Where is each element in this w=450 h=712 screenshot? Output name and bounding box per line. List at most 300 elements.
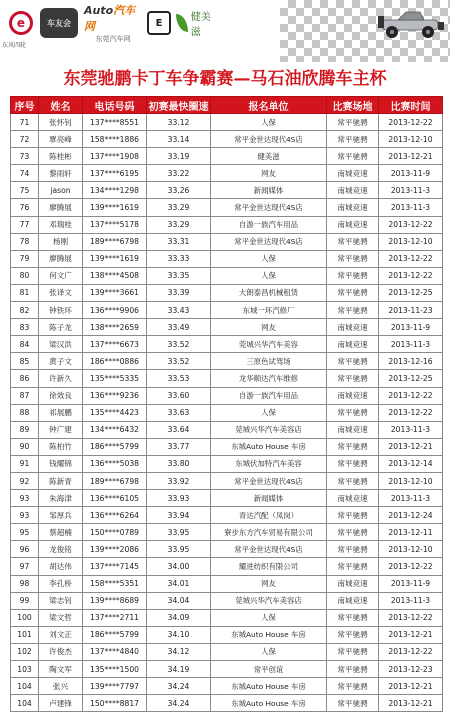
table-row [11, 267, 443, 284]
dongfeng-logo [6, 8, 36, 38]
column-header: 比赛时间 [379, 97, 443, 114]
cell-phone: 139****3661 [83, 284, 147, 301]
cell-venue: 常平驰骋 [327, 302, 379, 319]
cell-name: 梁汉洪 [39, 336, 83, 353]
cell-name: 廖腾展 [39, 199, 83, 216]
cell-organization: 网友 [211, 575, 327, 592]
cell-venue: 南城竞速 [327, 165, 379, 182]
table-row [11, 609, 443, 626]
shell-logo [147, 8, 171, 38]
cell-organization: 人保 [211, 404, 327, 421]
cell-date: 2013-11-9 [379, 575, 443, 592]
cell-phone: 137****4840 [83, 643, 147, 660]
cell-rank: 81 [11, 284, 39, 301]
cell-lap-time: 33.33 [147, 250, 211, 267]
cell-lap-time: 33.93 [147, 490, 211, 507]
cell-lap-time: 33.95 [147, 541, 211, 558]
cell-date: 2013-12-16 [379, 353, 443, 370]
cell-phone: 134****6432 [83, 421, 147, 438]
cell-name: 祁展鹏 [39, 404, 83, 421]
cell-date: 2013-11-9 [379, 165, 443, 182]
cell-lap-time: 34.09 [147, 609, 211, 626]
cell-date: 2013-12-22 [379, 558, 443, 575]
cell-venue: 常平驰骋 [327, 507, 379, 524]
column-header: 姓名 [39, 97, 83, 114]
cell-name: 黎雨轩 [39, 165, 83, 182]
cell-rank: 87 [11, 387, 39, 404]
cell-rank: 91 [11, 455, 39, 472]
cell-venue: 常平驰骋 [327, 353, 379, 370]
cell-name: 钟广建 [39, 421, 83, 438]
cell-organization: 健美滋 [211, 148, 327, 165]
table-row [11, 250, 443, 267]
cell-date: 2013-12-22 [379, 404, 443, 421]
cell-lap-time: 33.26 [147, 182, 211, 199]
cell-name: 卢建锋 [39, 695, 83, 712]
cell-phone: 189****6798 [83, 233, 147, 250]
cell-phone: 158****1886 [83, 131, 147, 148]
autohome-logo-text: Auto汽车网 [84, 4, 136, 33]
table-row [11, 643, 443, 660]
cell-date: 2013-12-22 [379, 609, 443, 626]
table-row [11, 472, 443, 489]
cell-organization: 东城一环汽修厂 [211, 302, 327, 319]
cell-date: 2013-12-21 [379, 148, 443, 165]
cell-date: 2013-12-10 [379, 472, 443, 489]
cell-venue: 常平驰骋 [327, 524, 379, 541]
table-row [11, 661, 443, 678]
cell-venue: 南城竞速 [327, 336, 379, 353]
cell-rank: 89 [11, 421, 39, 438]
cell-lap-time: 34.24 [147, 678, 211, 695]
cell-lap-time: 33.95 [147, 524, 211, 541]
cell-date: 2013-11-3 [379, 490, 443, 507]
cell-lap-time: 33.94 [147, 507, 211, 524]
table-row [11, 319, 443, 336]
cell-lap-time: 34.19 [147, 661, 211, 678]
cell-name: 张兴 [39, 678, 83, 695]
cell-phone: 136****9906 [83, 302, 147, 319]
table-row [11, 558, 443, 575]
cell-organization: 耀进纺织有限公司 [211, 558, 327, 575]
autohome-logo [84, 4, 142, 43]
cell-organization: 人保 [211, 114, 327, 131]
cell-name: 黄子文 [39, 353, 83, 370]
club-logo: 车友会 [40, 8, 78, 38]
cell-rank: 104 [11, 678, 39, 695]
table-row [11, 148, 443, 165]
cell-date: 2013-11-3 [379, 199, 443, 216]
cell-lap-time: 33.35 [147, 267, 211, 284]
table-body [11, 114, 443, 712]
cell-name: 徐效良 [39, 387, 83, 404]
cell-rank: 104 [11, 695, 39, 712]
table-row [11, 455, 443, 472]
cell-rank: 85 [11, 353, 39, 370]
table-row [11, 695, 443, 712]
cell-date: 2013-11-3 [379, 182, 443, 199]
table-row [11, 370, 443, 387]
cell-rank: 71 [11, 114, 39, 131]
cell-rank: 75 [11, 182, 39, 199]
table-row [11, 592, 443, 609]
cell-phone: 189****6798 [83, 472, 147, 489]
cell-organization: 常平金世达现代4S店 [211, 472, 327, 489]
cell-phone: 139****2086 [83, 541, 147, 558]
cell-lap-time: 33.53 [147, 370, 211, 387]
cell-venue: 南城竞速 [327, 490, 379, 507]
cell-phone: 137****5178 [83, 216, 147, 233]
cell-name: 许俊杰 [39, 643, 83, 660]
cell-lap-time: 34.00 [147, 558, 211, 575]
cell-phone: 138****2659 [83, 319, 147, 336]
cell-date: 2013-12-22 [379, 267, 443, 284]
cell-venue: 常平驰骋 [327, 643, 379, 660]
cell-date: 2013-12-23 [379, 661, 443, 678]
cell-date: 2013-11-3 [379, 421, 443, 438]
cell-name: 许新久 [39, 370, 83, 387]
cell-phone: 135****5335 [83, 370, 147, 387]
cell-phone: 137****6673 [83, 336, 147, 353]
cell-date: 2013-12-22 [379, 114, 443, 131]
cell-lap-time: 34.12 [147, 643, 211, 660]
results-table [10, 96, 443, 712]
table-row [11, 165, 443, 182]
cell-venue: 常平驰骋 [327, 404, 379, 421]
cell-date: 2013-12-21 [379, 626, 443, 643]
cell-venue: 常平驰骋 [327, 455, 379, 472]
column-header: 电话号码 [83, 97, 147, 114]
cell-phone: 186****0886 [83, 353, 147, 370]
cell-name: 胡达伟 [39, 558, 83, 575]
cell-lap-time: 33.77 [147, 438, 211, 455]
cell-name: 陶文军 [39, 661, 83, 678]
cell-venue: 常平驰骋 [327, 541, 379, 558]
cell-name: 张译文 [39, 284, 83, 301]
shell-logo-mark: E [147, 11, 171, 35]
cell-lap-time: 33.19 [147, 148, 211, 165]
cell-phone: 135****1500 [83, 661, 147, 678]
cell-name: 陈桂彬 [39, 148, 83, 165]
race-car-icon [376, 6, 446, 40]
cell-venue: 常平驰骋 [327, 609, 379, 626]
cell-venue: 常平驰骋 [327, 438, 379, 455]
column-header: 序号 [11, 97, 39, 114]
cell-organization: 莞城兴华汽车美容店 [211, 592, 327, 609]
cell-phone: 135****4423 [83, 404, 147, 421]
cell-phone: 134****1298 [83, 182, 147, 199]
cell-name: 杨刚 [39, 233, 83, 250]
cell-venue: 常平驰骋 [327, 626, 379, 643]
cell-venue: 南城竞速 [327, 199, 379, 216]
cell-organization: 东城Auto House 车房 [211, 695, 327, 712]
table-row [11, 678, 443, 695]
cell-phone: 136****6105 [83, 490, 147, 507]
cell-lap-time: 33.31 [147, 233, 211, 250]
cell-venue: 常平驰骋 [327, 370, 379, 387]
cell-rank: 77 [11, 216, 39, 233]
cell-organization: 人保 [211, 643, 327, 660]
jianmeizi-logo [176, 8, 220, 38]
cell-lap-time: 34.04 [147, 592, 211, 609]
dongfeng-logo-caption: 东风四轮 [2, 42, 27, 49]
column-header: 报名单位 [211, 97, 327, 114]
cell-organization: 莞城兴华汽车美容店 [211, 421, 327, 438]
cell-name: 覃亮峰 [39, 131, 83, 148]
cell-rank: 93 [11, 507, 39, 524]
cell-date: 2013-12-21 [379, 438, 443, 455]
table-header-row [11, 97, 443, 114]
cell-lap-time: 33.12 [147, 114, 211, 131]
table-row [11, 199, 443, 216]
dongfeng-logo-mark: e [9, 11, 33, 35]
cell-date: 2013-12-22 [379, 643, 443, 660]
cell-date: 2013-12-21 [379, 678, 443, 695]
cell-lap-time: 33.92 [147, 472, 211, 489]
cell-organization: 三原色试驾场 [211, 353, 327, 370]
cell-organization: 人保 [211, 267, 327, 284]
cell-name: 钟铁环 [39, 302, 83, 319]
cell-date: 2013-11-23 [379, 302, 443, 319]
cell-venue: 南城竞速 [327, 387, 379, 404]
cell-venue: 常平驰骋 [327, 250, 379, 267]
cell-venue: 南城竞速 [327, 592, 379, 609]
cell-venue: 南城竞速 [327, 421, 379, 438]
table-row [11, 353, 443, 370]
cell-organization: 东城伏加特汽车美容 [211, 455, 327, 472]
leaf-icon [176, 14, 188, 32]
cell-date: 2013-12-25 [379, 370, 443, 387]
cell-venue: 南城竞速 [327, 182, 379, 199]
cell-organization: 常平金世达现代4S店 [211, 199, 327, 216]
cell-date: 2013-12-25 [379, 284, 443, 301]
cell-venue: 常平驰骋 [327, 661, 379, 678]
cell-rank: 103 [11, 661, 39, 678]
cell-organization: 新闻媒体 [211, 490, 327, 507]
table-row [11, 404, 443, 421]
cell-lap-time: 33.49 [147, 319, 211, 336]
cell-rank: 74 [11, 165, 39, 182]
cell-organization: 龙华顺达汽车维修 [211, 370, 327, 387]
cell-name: 钱耀锦 [39, 455, 83, 472]
cell-name: 陈柏竹 [39, 438, 83, 455]
cell-rank: 82 [11, 302, 39, 319]
cell-name: 梁文哲 [39, 609, 83, 626]
cell-rank: 98 [11, 575, 39, 592]
cell-venue: 常平驰骋 [327, 131, 379, 148]
cell-rank: 102 [11, 643, 39, 660]
cell-rank: 90 [11, 438, 39, 455]
cell-rank: 88 [11, 404, 39, 421]
cell-organization: 人保 [211, 250, 327, 267]
cell-phone: 186****5799 [83, 626, 147, 643]
cell-lap-time: 33.43 [147, 302, 211, 319]
cell-date: 2013-11-9 [379, 319, 443, 336]
cell-date: 2013-12-22 [379, 250, 443, 267]
cell-date: 2013-11-3 [379, 336, 443, 353]
cell-venue: 常平驰骋 [327, 695, 379, 712]
cell-venue: 常平驰骋 [327, 472, 379, 489]
cell-venue: 常平驰骋 [327, 558, 379, 575]
cell-phone: 137****7145 [83, 558, 147, 575]
table-row [11, 438, 443, 455]
cell-date: 2013-12-10 [379, 131, 443, 148]
cell-organization: 自游一族汽车用品 [211, 387, 327, 404]
cell-organization: 大朗泰昌机械租赁 [211, 284, 327, 301]
cell-lap-time: 33.39 [147, 284, 211, 301]
table-row [11, 182, 443, 199]
cell-rank: 78 [11, 233, 39, 250]
cell-name: 梁志钊 [39, 592, 83, 609]
cell-venue: 南城竞速 [327, 216, 379, 233]
cell-lap-time: 33.29 [147, 216, 211, 233]
cell-date: 2013-12-11 [379, 524, 443, 541]
cell-name: 朱海津 [39, 490, 83, 507]
cell-rank: 72 [11, 131, 39, 148]
cell-rank: 76 [11, 199, 39, 216]
cell-lap-time: 33.22 [147, 165, 211, 182]
cell-lap-time: 33.80 [147, 455, 211, 472]
column-header: 比赛场地 [327, 97, 379, 114]
cell-organization: 东城Auto House 车房 [211, 438, 327, 455]
cell-lap-time: 33.52 [147, 353, 211, 370]
cell-phone: 139****8689 [83, 592, 147, 609]
cell-phone: 158****5351 [83, 575, 147, 592]
cell-name: 刘文正 [39, 626, 83, 643]
cell-organization: 新闻媒体 [211, 182, 327, 199]
table-row [11, 284, 443, 301]
cell-lap-time: 33.14 [147, 131, 211, 148]
cell-organization: 东城Auto House 车房 [211, 678, 327, 695]
cell-lap-time: 33.52 [147, 336, 211, 353]
cell-phone: 150****8817 [83, 695, 147, 712]
cell-rank: 80 [11, 267, 39, 284]
cell-phone: 137****1908 [83, 148, 147, 165]
cell-rank: 79 [11, 250, 39, 267]
cell-date: 2013-12-10 [379, 541, 443, 558]
cell-lap-time: 33.29 [147, 199, 211, 216]
table-row [11, 336, 443, 353]
cell-organization: 东城Auto House 车房 [211, 626, 327, 643]
table-row [11, 524, 443, 541]
cell-name: 张怀钊 [39, 114, 83, 131]
column-header: 初赛最快圈速 [147, 97, 211, 114]
table-row [11, 216, 443, 233]
cell-rank: 86 [11, 370, 39, 387]
header-banner [0, 0, 450, 62]
table-row [11, 490, 443, 507]
cell-phone: 137****2711 [83, 609, 147, 626]
cell-phone: 136****6264 [83, 507, 147, 524]
cell-organization: 青达汽配（凤岗） [211, 507, 327, 524]
cell-date: 2013-12-10 [379, 233, 443, 250]
jianmeizi-logo-text: 健美滋 [190, 12, 211, 38]
cell-organization: 人保 [211, 609, 327, 626]
table-row [11, 114, 443, 131]
cell-phone: 137****8551 [83, 114, 147, 131]
cell-venue: 常平驰骋 [327, 284, 379, 301]
cell-phone: 136****9236 [83, 387, 147, 404]
cell-date: 2013-12-22 [379, 216, 443, 233]
cell-name: 李孔桥 [39, 575, 83, 592]
cell-phone: 138****4508 [83, 267, 147, 284]
cell-organization: 莞城兴华汽车美容 [211, 336, 327, 353]
cell-venue: 南城竞速 [327, 319, 379, 336]
cell-phone: 139****1619 [83, 199, 147, 216]
cell-lap-time: 33.60 [147, 387, 211, 404]
table-row [11, 387, 443, 404]
cell-name: 蔡超楠 [39, 524, 83, 541]
cell-name: 何文广 [39, 267, 83, 284]
cell-name: 陈子龙 [39, 319, 83, 336]
cell-rank: 96 [11, 541, 39, 558]
cell-rank: 101 [11, 626, 39, 643]
cell-name: 陈新青 [39, 472, 83, 489]
cell-organization: 网友 [211, 319, 327, 336]
cell-date: 2013-12-22 [379, 387, 443, 404]
cell-lap-time: 34.24 [147, 695, 211, 712]
cell-date: 2013-12-21 [379, 695, 443, 712]
cell-phone: 136****5038 [83, 455, 147, 472]
cell-rank: 73 [11, 148, 39, 165]
table-row [11, 131, 443, 148]
table-row [11, 233, 443, 250]
cell-venue: 常平驰骋 [327, 267, 379, 284]
cell-lap-time: 33.63 [147, 404, 211, 421]
cell-organization: 寮步东方汽车贸易有限公司 [211, 524, 327, 541]
cell-venue: 常平驰骋 [327, 233, 379, 250]
cell-phone: 150****0789 [83, 524, 147, 541]
cell-rank: 92 [11, 472, 39, 489]
cell-lap-time: 34.10 [147, 626, 211, 643]
cell-venue: 常平驰骋 [327, 148, 379, 165]
cell-venue: 南城竞速 [327, 575, 379, 592]
cell-name: 邓瑞桂 [39, 216, 83, 233]
cell-phone: 139****7797 [83, 678, 147, 695]
cell-rank: 84 [11, 336, 39, 353]
cell-name: 龙俊铭 [39, 541, 83, 558]
cell-phone: 139****1619 [83, 250, 147, 267]
cell-rank: 100 [11, 609, 39, 626]
table-row [11, 421, 443, 438]
cell-rank: 95 [11, 524, 39, 541]
cell-date: 2013-12-24 [379, 507, 443, 524]
cell-date: 2013-11-3 [379, 592, 443, 609]
table-row [11, 302, 443, 319]
table-row [11, 575, 443, 592]
cell-phone: 137****6195 [83, 165, 147, 182]
cell-name: 廖腾展 [39, 250, 83, 267]
cell-phone: 186****5799 [83, 438, 147, 455]
cell-date: 2013-12-14 [379, 455, 443, 472]
cell-rank: 83 [11, 319, 39, 336]
cell-organization: 常平金世达现代4S店 [211, 131, 327, 148]
cell-lap-time: 33.64 [147, 421, 211, 438]
cell-organization: 常平金世达现代4S店 [211, 233, 327, 250]
page-title: 东莞驰鹏卡丁车争霸赛—马石油欣腾车主杯 [63, 69, 387, 89]
table-row [11, 541, 443, 558]
cell-organization: 常平创谊 [211, 661, 327, 678]
cell-name: jason [39, 182, 83, 199]
cell-rank: 93 [11, 490, 39, 507]
cell-rank: 97 [11, 558, 39, 575]
cell-organization: 常平金世达现代4S店 [211, 541, 327, 558]
autohome-logo-sub: 东莞汽车网 [95, 35, 131, 43]
cell-name: 邹厚兵 [39, 507, 83, 524]
cell-venue: 常平驰骋 [327, 114, 379, 131]
cell-organization: 自游一族汽车用品 [211, 216, 327, 233]
table-row [11, 626, 443, 643]
